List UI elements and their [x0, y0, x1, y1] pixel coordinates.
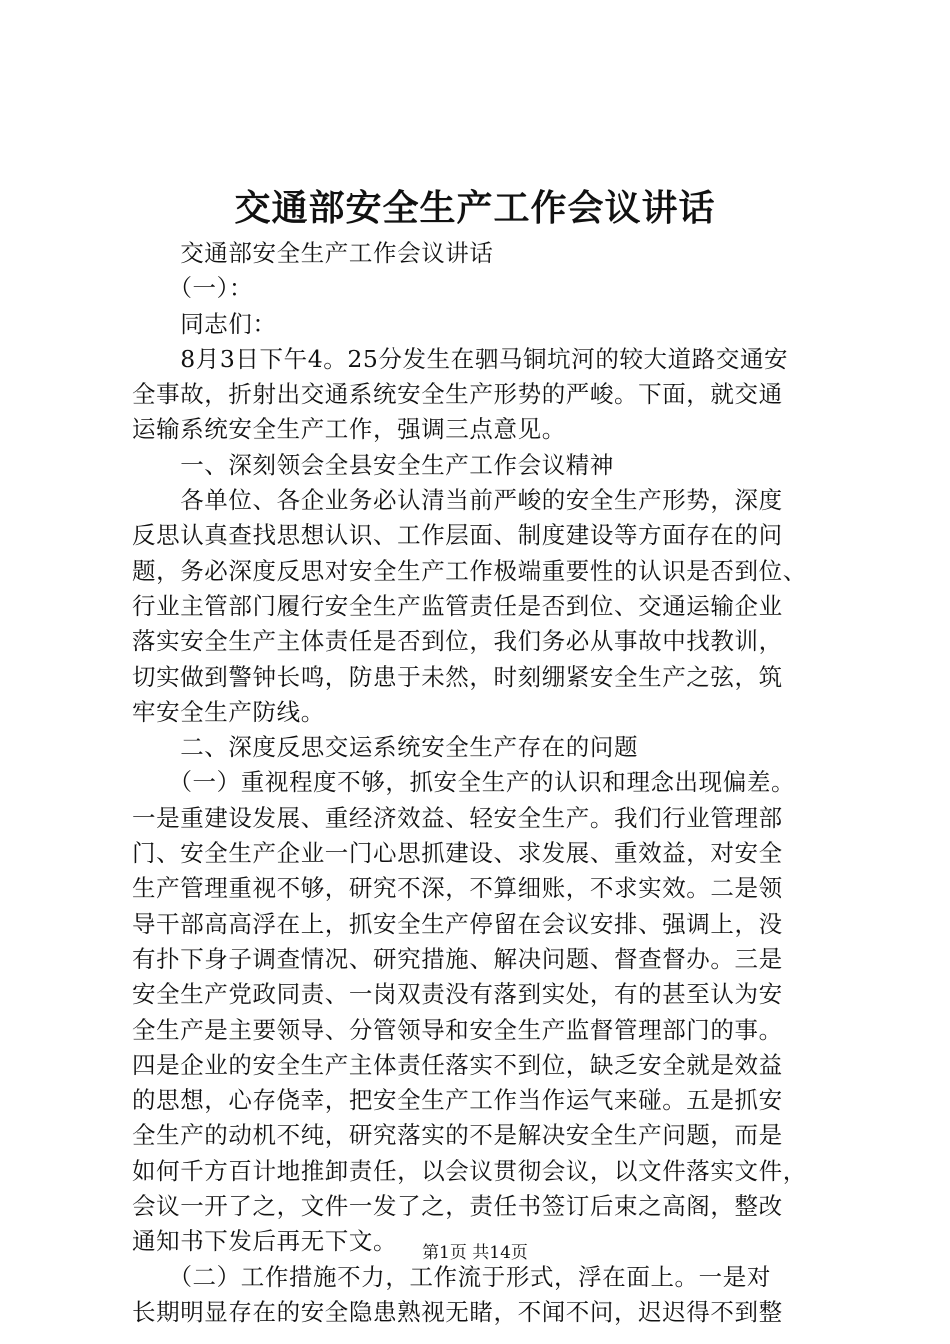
- body-line: （一）：: [132, 274, 254, 303]
- section-heading: 二、深度反思交运系统安全生产存在的问题: [132, 733, 639, 762]
- body-line: 有扑下身子调查情况、研究措施、解决问题、督查督办。三是: [132, 944, 783, 973]
- body-line: 全生产是主要领导、分管领导和安全生产监督管理部门的事。: [132, 1015, 783, 1044]
- body-line: 导干部高高浮在上，抓安全生产停留在会议安排、强调上，没: [132, 909, 783, 938]
- body-line: 如何千方百计地推卸责任，以会议贯彻会议，以文件落实文件，: [132, 1156, 807, 1185]
- body-line: 门、安全生产企业一门心思抓建设、求发展、重效益，对安全: [132, 839, 783, 868]
- body-line: 长期明显存在的安全隐患熟视无睹，不闻不问，迟迟得不到整: [132, 1297, 783, 1326]
- body-line: （一）重视程度不够，抓安全生产的认识和理念出现偏差。: [132, 768, 796, 797]
- body-line: 行业主管部门履行安全生产监管责任是否到位、交通运输企业: [132, 591, 783, 620]
- body-line: 各单位、各企业务必认清当前严峻的安全生产形势，深度: [132, 486, 783, 515]
- body-line: 运输系统安全生产工作，强调三点意见。: [132, 415, 566, 444]
- body-line: 8月3日下午4。25分发生在驷马铜坑河的较大道路交通安: [132, 344, 789, 373]
- page-number-footer: 第1页 共14页: [422, 1243, 528, 1263]
- body-line: 一是重建设发展、重经济效益、轻安全生产。我们行业管理部: [132, 803, 783, 832]
- body-line: 生产管理重视不够，研究不深，不算细账，不求实效。二是领: [132, 874, 783, 903]
- section-heading: 一、深刻领会全县安全生产工作会议精神: [132, 450, 614, 479]
- body-line: 交通部安全生产工作会议讲话: [132, 239, 494, 267]
- body-line: 反思认真查找思想认识、工作层面、制度建设等方面存在的问: [132, 521, 783, 550]
- body-line: （二）工作措施不力，工作流于形式，浮在面上。一是对: [132, 1262, 771, 1291]
- body-line: 安全生产党政同责、一岗双责没有落到实处，有的甚至认为安: [132, 980, 783, 1009]
- body-line: 同志们：: [132, 309, 277, 338]
- body-line: 会议一开了之，文件一发了之，责任书签订后束之高阁，整改: [132, 1192, 783, 1221]
- body-line: 全生产的动机不纯，研究落实的不是解决安全生产问题，而是: [132, 1121, 783, 1150]
- body-line: 通知书下发后再无下文。: [132, 1227, 398, 1256]
- body-line: 落实安全生产主体责任是否到位，我们务必从事故中找教训，: [132, 627, 783, 656]
- body-line: 全事故，折射出交通系统安全生产形势的严峻。下面，就交通: [132, 380, 783, 409]
- body-line: 牢安全生产防线。: [132, 697, 325, 726]
- document-title: 交通部安全生产工作会议讲话: [234, 187, 716, 229]
- body-line: 题，务必深度反思对安全生产工作极端重要性的认识是否到位、: [132, 556, 807, 585]
- body-line: 四是企业的安全生产主体责任落实不到位，缺乏安全就是效益: [132, 1050, 783, 1079]
- body-line: 切实做到警钟长鸣，防患于未然，时刻绷紧安全生产之弦，筑: [132, 662, 783, 691]
- document-body: [132, 236, 832, 1330]
- body-line: 的思想，心存侥幸，把安全生产工作当作运气来碰。五是抓安: [132, 1086, 783, 1115]
